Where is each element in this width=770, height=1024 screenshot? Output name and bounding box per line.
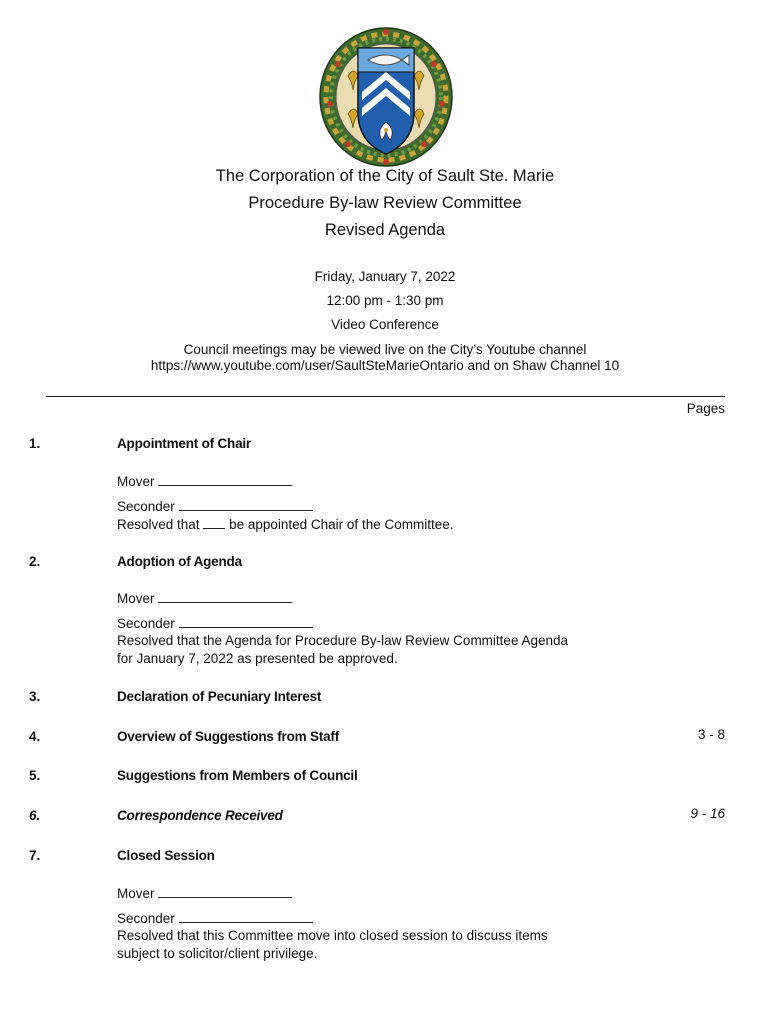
resolution-line1: Resolved that the Agenda for Procedure By-law Review Committee Agenda [117,633,568,648]
item-title: Declaration of Pecuniary Interest [117,689,322,704]
mover-line: Mover [117,884,677,903]
item-1-motion [117,472,677,534]
item-title: Adoption of Agenda [117,554,242,569]
meeting-date: Friday, January 7, 2022 [314,269,456,284]
seconder-line: Seconder [117,909,677,928]
item-title: Overview of Suggestions from Staff [117,729,339,744]
item-title: Appointment of Chair [117,436,251,451]
mover-line: Mover [117,472,677,491]
item-number: 1. [29,436,41,451]
resolution-line2: subject to solicitor/client privilege. [117,945,318,961]
city-crest-logo [318,26,454,168]
item-title: Suggestions from Members of Council [117,768,358,783]
mover-line: Mover [117,589,677,608]
item-number: 5. [29,768,41,783]
header-divider [46,396,725,397]
item-pages: 3 - 8 [697,727,725,742]
item-number: 4. [29,729,41,744]
org-name: The Corporation of the City of Sault Ste. Marie [215,167,555,185]
item-number: 7. [29,848,41,863]
meeting-time: 12:00 pm - 1:30 pm [326,293,444,308]
resolution-line1: Resolved that this Committee move into closed session to discuss items [117,928,548,943]
item-title: Correspondence Received [117,808,283,823]
item-title: Closed Session [117,848,215,863]
item-number: 3. [29,689,41,704]
item-number: 2. [29,554,41,569]
item-7-motion [117,884,677,962]
seconder-line: Seconder [117,497,677,516]
resolution-line2: for January 7, 2022 as presented be approved. [117,650,398,666]
committee-name: Procedure By-law Review Committee [248,194,522,212]
meeting-location: Video Conference [331,317,439,332]
pages-column-label: Pages [686,401,725,416]
document-type: Revised Agenda [324,221,446,239]
item-pages: 9 - 16 [690,806,725,821]
seconder-line: Seconder [117,614,677,633]
viewing-notice-line2: https://www.youtube.com/user/SaultSteMarieOntario and on Shaw Channel 10 [150,358,620,373]
viewing-notice-line1: Council meetings may be viewed live on the City’s Youtube channel [183,342,587,357]
item-number: 6. [29,808,41,823]
resolution-text: Resolved that be appointed Chair of the Committee. [117,517,454,532]
item-2-motion [117,589,677,667]
